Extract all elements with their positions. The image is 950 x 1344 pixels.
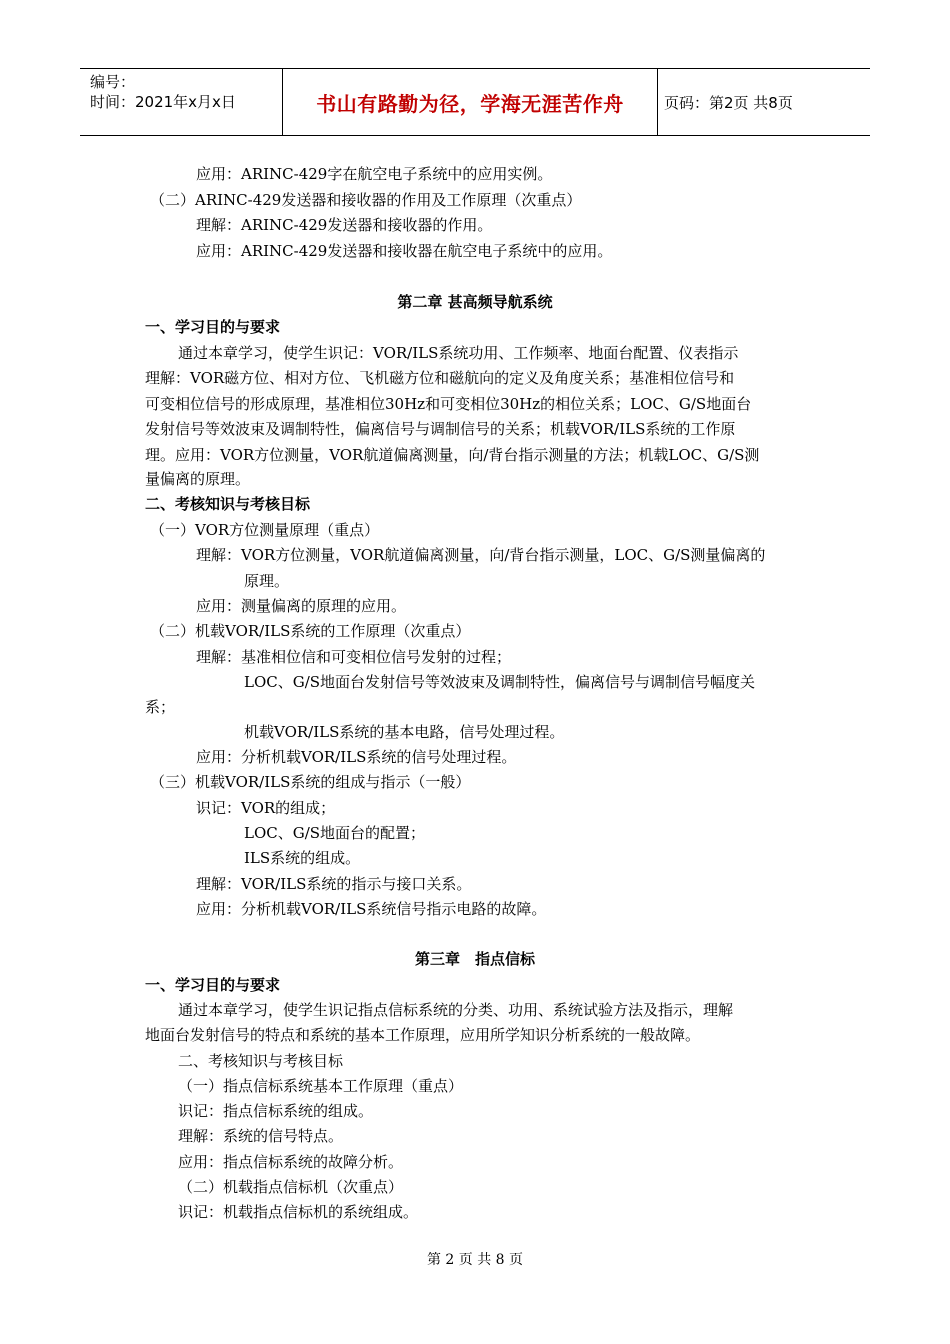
text-line: 识记：机载指点信标机的系统组成。 bbox=[178, 1203, 419, 1221]
section-heading: 一、学习目的与要求 bbox=[145, 976, 281, 994]
text-line: 应用：ARINC-429发送器和接收器在航空电子系统中的应用。 bbox=[196, 242, 613, 260]
text-line: 应用：分析机载VOR/ILS系统的信号处理过程。 bbox=[196, 748, 517, 766]
subsection-heading: （二）机载指点信标机（次重点） bbox=[178, 1178, 404, 1196]
subsection-heading: （三）机载VOR/ILS系统的组成与指示（一般） bbox=[150, 773, 471, 791]
paragraph-line: 可变相位信号的形成原理，基准相位30Hz和可变相位30Hz的相位关系；LOC、G/S地面台 bbox=[145, 395, 752, 413]
section-heading: 一、学习目的与要求 bbox=[145, 318, 281, 336]
text-line: 理解：系统的信号特点。 bbox=[178, 1127, 344, 1145]
page-footer: 第 2 页 共 8 页 bbox=[426, 1252, 524, 1268]
chapter-title: 第三章 指点信标 bbox=[414, 950, 535, 968]
time-label: 时间：2021年x月x日 bbox=[90, 93, 236, 111]
text-line: 识记：VOR的组成； bbox=[196, 799, 336, 817]
text-line: LOC、G/S地面台的配置； bbox=[244, 824, 426, 842]
header-page-cell bbox=[658, 69, 870, 135]
text-line: 理解：基准相位信和可变相位信号发射的过程； bbox=[196, 648, 512, 666]
subsection-heading: （一）VOR方位测量原理（重点） bbox=[150, 521, 380, 539]
motto: 书山有路勤为径，学海无涯苦作舟 bbox=[316, 91, 624, 116]
header-motto-cell bbox=[283, 69, 658, 135]
text-line: 应用：测量偏离的原理的应用。 bbox=[196, 597, 407, 615]
paragraph-line: 发射信号等效波束及调制特性，偏离信号与调制信号的关系；机载VOR/ILS系统的工作原 bbox=[145, 420, 736, 438]
text-line: LOC、G/S地面台发射信号等效波束及调制特性，偏离信号与调制信号幅度关 bbox=[244, 673, 756, 691]
section-heading: （二）ARINC-429发送器和接收器的作用及工作原理（次重点） bbox=[150, 191, 582, 209]
text-line: 理解：VOR/ILS系统的指示与接口关系。 bbox=[196, 875, 472, 893]
paragraph-line: 地面台发射信号的特点和系统的基本工作原理，应用所学知识分析系统的一般故障。 bbox=[145, 1026, 701, 1044]
text-line: 原理。 bbox=[244, 572, 290, 590]
text-line: 理解：ARINC-429发送器和接收器的作用。 bbox=[196, 216, 493, 234]
page-header bbox=[80, 68, 870, 136]
text-line: 机载VOR/ILS系统的基本电路，信号处理过程。 bbox=[244, 723, 565, 741]
text-line: 系； bbox=[145, 698, 176, 716]
header-left-cell bbox=[80, 69, 283, 135]
section-heading: 二、考核知识与考核目标 bbox=[178, 1052, 344, 1070]
text-line: 理解：VOR方位测量，VOR航道偏离测量，向/背台指示测量，LOC、G/S测量偏离的 bbox=[196, 546, 766, 564]
paragraph-line: 通过本章学习，使学生识记：VOR/ILS系统功用、工作频率、地面台配置、仪表指示 bbox=[178, 344, 739, 362]
page-info: 页码：第2页 共8页 bbox=[664, 93, 793, 112]
text-line: 应用：指点信标系统的故障分析。 bbox=[178, 1153, 404, 1171]
paragraph-line: 通过本章学习，使学生识记指点信标系统的分类、功用、系统试验方法及指示，理解 bbox=[178, 1001, 734, 1019]
text-line: 应用：ARINC-429字在航空电子系统中的应用实例。 bbox=[196, 165, 553, 183]
paragraph-line: 理解：VOR磁方位、相对方位、飞机磁方位和磁航向的定义及角度关系；基准相位信号和 bbox=[145, 369, 735, 387]
chapter-title: 第二章 甚高频导航系统 bbox=[397, 293, 553, 311]
subsection-heading: （二）机载VOR/ILS系统的工作原理（次重点） bbox=[150, 622, 471, 640]
text-line: ILS系统的组成。 bbox=[244, 849, 361, 867]
section-heading: 二、考核知识与考核目标 bbox=[145, 495, 311, 513]
paragraph-line: 量偏离的原理。 bbox=[145, 470, 251, 488]
paragraph-line: 理。应用：VOR方位测量，VOR航道偏离测量，向/背台指示测量的方法；机载LOC、G/S测 bbox=[145, 446, 760, 464]
text-line: 应用：分析机载VOR/ILS系统信号指示电路的故障。 bbox=[196, 900, 547, 918]
subsection-heading: （一）指点信标系统基本工作原理（重点） bbox=[178, 1077, 464, 1095]
text-line: 识记：指点信标系统的组成。 bbox=[178, 1102, 374, 1120]
number-label: 编号： bbox=[90, 73, 136, 91]
